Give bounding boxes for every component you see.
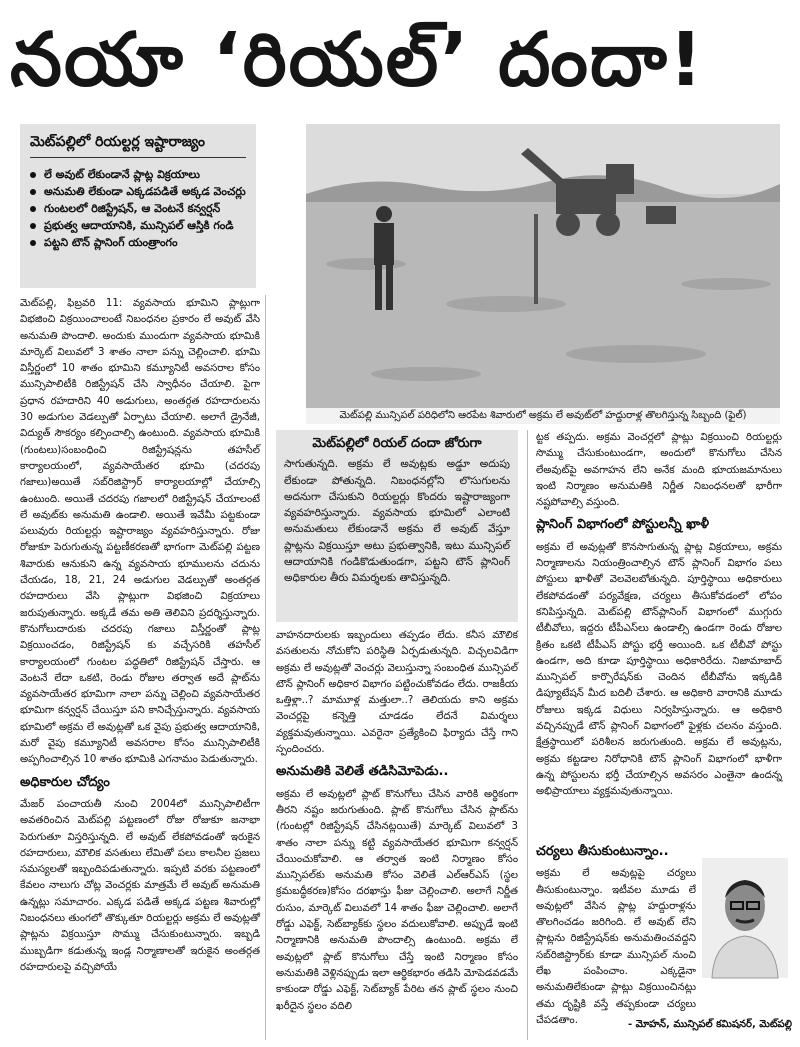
subheading-officials: అధికారుల చోద్యం bbox=[20, 774, 110, 790]
highlights-box bbox=[20, 124, 256, 288]
photo-caption: మెట్‌పల్లి మున్సిపల్ పరిధిలోని ఆరపేట శివారులో అక్రమ లే అవుట్‌లో హద్దురాళ్ల తొలగిస్తున్న సిబ్బంది (ఫైల్) bbox=[306, 408, 780, 424]
article-paragraph: మెట్‌పల్లి, ఫిబ్రవరి 11: వ్యవసాయ భూమిని ప్లాట్లుగా విభజించి విక్రయించాలంటే నిబంధనల ప్రకారం లే అవుట్ వేసి అనుమతి పొందాలి. అందుకు ముందుగా వ్యవసాయ భూమికి మార్కెట్ విలువలో 3 శాతం నాలా పన్ను చెల్లించాలి. భూమి విస్తీర్ణంలో 10 శాతం భూమిని కమ్యూనిటీ అవసరాల కోసం మున్సిపాలిటీకి రిజిస్ట్రేషన్ చేసి స్వాధీనం చేయాలి. పైగా ప్రధాన రహదారిని 40 అడుగులు, అంతర్గత రహదారులను 30 అడుగుల వెడల్పుతో ఏర్పాటు చేయాలి. అలాగే డ్రైనేజీ, విద్యుత్ సౌకర్యం కల్పించాల్సి ఉంటుంది. వ్యవసాయ భూమికి (గుంటలు)సంబంధించి రిజిస్ట్రేషన్లను తహసీల్ కార్యాలయంలో, వ్యవసాయేతర భూమి (చదరపు గజాలు)అయితే సబ్‌రిజిస్ట్రార్ కార్యాలయాల్లో చేయాల్సి ఉంటుంది. అయితే చదరపు గజాలలో రిజిస్ట్రేషన్ చేయాలంటే లే అవుట్‌కు అనుమతి ఉండాలి. అయితే ఇవేమీ పట్టకుండా పలువురు రియల్టర్లు ఇష్టారాజ్యం వ్యవహరిస్తున్నారు. రోజు రోజుకూ పెరుగుతున్న పట్టణీకరణతో భాగంగా మెట్‌పల్లి పట్టణ శివారుకు ఆనుకుని ఉన్న వ్యవసాయ భూములను చదును చేయడం, 18, 21, 24 అడుగుల వెడల్పుతో అంతర్గత రహదారులు వేసి ప్లాట్లుగా విభజించి విక్రయాలు జరుపుతున్నారు. అక్కడే తమ అతి తెలివిని ప్రదర్శిస్తున్నారు. కొనుగోలుదారుకు చదరపు గజాలు విస్తీర్ణంతో ప్లాట్ల విక్రయించడం, రిజిస్ట్రేషన్ కు వచ్చేసరికి తహసీల్ కార్యాలయంలో గుంటల పద్ధతిలో రిజిస్ట్రేషన్ చేస్తారు. ఆ వెంటనే లేదా ఒకటి, రెండు రోజుల తర్వాత అదే ప్లాట్‌ను వ్యవసాయేతర భూమిగా నాలా పన్ను చెల్లించి వ్యవసాయేతర భూమిగా కన్వర్షన్ చేయిస్తూ పని కానిచ్చేస్తున్నారు. వ్యవసాయ భూమిలో అక్రమ లే అవుట్లతో ఒక వైపు ప్రభుత్వ ఆదాయానికి, మరో వైపు కమ్యూనిటీ అవసరాల కోసం మున్సిపాలిటీకి అప్పగించాల్సిన 10 శాతం భూమికి ఎగనామం పెడుతున్నారు. bbox=[20, 298, 260, 766]
highlights-title: మెట్‌పల్లిలో రియల్టర్ల ఇష్టారాజ్యం bbox=[30, 134, 246, 158]
quote-credit: - మోహన్, మున్సిపల్ కమిషనర్, మెట్‌పల్లి bbox=[627, 1019, 792, 1030]
bullet-icon bbox=[30, 172, 36, 178]
bullet-icon bbox=[30, 223, 36, 229]
article-column-3-bottom bbox=[536, 838, 696, 1026]
highlight-item: పట్టని టౌన్ ప్లానింగ్ యంత్రాంగం bbox=[30, 234, 248, 251]
article-paragraph: అక్రమ లే అవుట్లలో ప్లాట్ కొనుగోలు చేసిన వారికి అర్థికంగా తీరని నష్టం జరుగుతుంది. ప్లాట్ కొనుగోలు చేసిన ప్లాట్‌ను (గుంటల్లో రిజిస్ట్రేషన్ చేసినట్లయితే) మార్కెట్ విలువలో 3 శాతం నాలా పన్ను కట్టి వ్యవసాయేతర భూమిగా కన్వర్షన్ చేయించుకోవాలి. ఆ తర్వాత ఇంటి నిర్మాణం కోసం మున్సిపల్‌కు అనుమతి కోసం వెలితే ఎల్ఆర్ఎస్ (స్థల క్రమబద్ధీకరణ)కోసం దరఖాస్తు ఫీజు చెల్లించాలి. అలాగే నిర్ణీత రుసుం, మార్కెట్ విలువలో 14 శాతం ఫీజు చెల్లించాలి. అలాగే రోడ్డు ఎఫెక్ట్, సెట్‌బ్యాక్‌కు స్థలం వదులుకోవాలి. అప్పుడే ఇంటి నిర్మాణానికి అనుమతి పొందాల్సి ఉంటుంది. అక్రమ లే అవుట్లలో ప్లాట్ కొనుగోలు చేస్తే ఇంటి నిర్మాణం కోసం అనుమతికి వెళ్లినప్పుడు ఇలా ఆర్థికభారం తడిసి మోపెడవడమే కాకుండా రోడ్డు ఎఫెక్ట్, సెట్‌బ్యాక్ పేరిట తన ప్లాట్ స్థలం నుంచి ఖరీదైన స్థలం వదిలి bbox=[276, 788, 518, 1012]
headline: నయా ‘రియల్’ దందా! bbox=[10, 17, 705, 103]
article-column-1 bbox=[20, 296, 260, 1042]
highlight-item: అనుమతి లేకుండా ఎక్కడపడితే అక్కడ వెంచర్లు bbox=[30, 183, 248, 200]
column-divider bbox=[527, 430, 528, 1040]
pull-quote-title: మెట్‌పల్లిలో రియల్ దందా జోరుగా bbox=[312, 436, 482, 451]
pull-quote bbox=[276, 430, 518, 622]
article-paragraph: వాహనదారులకు ఇబ్బందులు తప్పడం లేదు. కనీస మౌలిక వసతులను నోచుకోని పరిస్థితి ఏర్పడుతున్నది. విచ్చలవిడిగా అక్రమ లే అవుట్లతో వెంచర్లు వెలుస్తున్నా సంబంధిత మున్సిపల్ టౌన్ ప్లానింగ్ అధికార విభాగం పట్టించుకోవడం లేదు. రాజకీయ ఒత్తిళ్లా..? మామూళ్ల మత్తులా..? తెలియదు కాని అక్రమ వెంచర్లపై కన్నెత్తి చూడడం లేదనే విమర్శలు వ్యక్తమవుతున్నాయి. ఎవరైనా ప్రత్యేకించి ఫిర్యాదు చేస్తే గాని స్పందించరు. bbox=[276, 630, 518, 756]
bullet-icon bbox=[30, 206, 36, 212]
portrait-image bbox=[702, 858, 788, 978]
highlights-list bbox=[20, 166, 256, 251]
subheading-taking-action: చర్యలు తీసుకుంటున్నాం.. bbox=[536, 844, 669, 859]
article-paragraph: ట్టక తప్పదు. అక్రమ వెంచర్లలో ప్లాట్లు విక్రయించి రియల్టర్లు సొమ్ము చేసుకుంటుండగా, అందులో కొనుగోలు చేసిన లేఅవుట్‌పై అవగాహన లేని అనేక మంది భూయజమానులు ఇంటి నిర్మాణం అనుమతికి నిర్ణీత నిబంధనలతో భారీగా నష్టపోవాల్సి వస్తుంది. bbox=[536, 432, 782, 509]
article-column-2 bbox=[276, 628, 518, 1042]
article-paragraph: మేజర్ పంచాయతీ నుంచి 2004లో మున్సిపాలిటీగా అవతరించిన మెట్‌పల్లి పట్టణంలో రోజు రోజుకూ జనాభా పెరుగుతూ విస్తరిస్తున్నది. లే అవుట్ లేకపోవడంతో ఇరుకైన రహదారులు, మౌలిక వసతులు లేమితో పలు కాలనీల ప్రజలు సమస్యలతో ఇబ్బందిపడుతున్నారు. ఇప్పటి వరకు పట్టణంలో కేవలం నాలుగు చోట్ల వెంచర్లకు మాత్రమే లే అవుట్ అనుమతి ఉన్నట్లు సమాచారం. ఎక్కడ పడితే అక్కడ పట్టణ శివారుల్లో నిబంధనలు తుంగలో తొక్కుతూ రియల్టర్లు అక్రమ లే అవుట్లతో ప్లాట్లను విక్రయిస్తూ సొమ్ము చేసుకుంటున్నారు. ఇబ్బడి ముబ్బడిగా కడుతున్న ఇండ్ల నిర్మాణాలతో ఇరుకైన అంతర్గత రహదారులపై వచ్చిపోయే bbox=[20, 798, 260, 973]
highlight-item: గుంటలలో రిజిస్ట్రేషన్, ఆ వెంటనే కన్వర్షన్ bbox=[30, 200, 248, 217]
subheading-vacant-posts: ప్లానింగ్ విభాగంలో పోస్టులన్నీ ఖాళీ bbox=[536, 517, 710, 533]
highlight-item: లే అవుట్ లేకుండానే ప్లాట్ల విక్రయాలు bbox=[30, 166, 248, 183]
article-column-3 bbox=[536, 430, 782, 858]
bullet-icon bbox=[30, 240, 36, 246]
article-paragraph: అక్రమ లే అవుట్లపై చర్యలు తీసుకుంటున్నాం. ఇటీవల మూడు లే అవుట్లలో వేసిన ప్లాట్ల హద్దురాళ్లను తొలగించడం జరిగింది. లే అవుట్ లేని ప్లాట్లను రిజిస్ట్రేషన్‌కు అనుమతించవద్దని సబ్‌రిజిస్ట్రార్‌కు కూడా మున్సిపల్ నుంచి లేఖ పంపించాం. ఎక్కడైనా అనుమతిలేకుండా ప్లాట్లు విక్రయించినట్లు తమ దృష్టికి వస్తే తప్పకుండా చర్యలు చేపడతాం. bbox=[536, 868, 696, 1026]
highlight-item: ప్రభుత్వ ఆదాయానికి, మున్సిపల్ ఆస్తికి గండి bbox=[30, 217, 248, 234]
news-photo bbox=[306, 124, 780, 408]
column-divider bbox=[265, 295, 266, 1040]
commissioner-portrait bbox=[702, 858, 788, 978]
subheading-permission-cost: అనుమతికి వెలితే తడిసిమోపెడు.. bbox=[276, 764, 449, 780]
news-photo-image bbox=[306, 124, 780, 408]
article-paragraph: అక్రమ లే అవుట్లతో కొనసాగుతున్న ప్లాట్ల విక్రయాలు, అక్రమ నిర్మాణాలను నియంత్రించాల్సిన టౌన్ ప్లానింగ్ విభాగం పలు పోస్టులు ఖాళీతో వెలవెలబోతున్నది. పూర్తిస్థాయి అధికారులు లేకపోవడంతో పర్యవేక్షణ, చర్యలు తీసుకోవడంలో లోపం కనిపిస్తున్నది. మెట్‌పల్లి టౌన్‌ప్లానింగ్ విభాగంలో ముగ్గురు టీబీవోలు, ఇద్దరు టీపీఎస్‌లు ఉండాల్సి ఉండగా రెండు రోజుల క్రితం ఒకటి టీపీఎస్ పోస్టు భర్తీ అయింది. ఒక టీబీవో పోస్టు ఉండగా, అది కూడా పూర్తిస్థాయి అధికారిరేదు. నిజామాబాద్ మున్సిపల్ కార్పొరేషన్‌కు చెందిన టీబీవోను ఇక్కడికి డిప్యూటేషన్ మీద బదిలీ చేశారు. ఆ అధికారి వారానికి మూడు రోజులు ఇక్కడ విధులు నిర్వహిస్తున్నారు. ఆ అధికారి వచ్చినప్పుడే టౌన్ ప్లానింగ్ విభాగంలో ఫైళ్లకు చలనం వస్తుంది. క్షేత్రస్థాయిలో పరిశీలన జరుగుతుంది. అక్రమ లే అవుట్లను, అక్రమ కట్టడాల నిరోధానికి టౌన్ ప్లానింగ్ విభాగంలో భాళీగా ఉన్న పోస్టులను భర్తీ చేయాల్సిన అవసరం ఎంతైనా ఉందన్న అభిప్రాయాలు వ్యక్తమవుతున్నాయి. bbox=[536, 541, 782, 798]
pull-quote-text: సాగుతున్నది. అక్రమ లే అవుట్లకు అడ్డూ అదుపు లేకుండా పోతున్నది. నిబంధనల్లోని లొసుగులను అదనుగా చేసుకుని రియల్టర్లు కొందరు ఇష్టారాజ్యంగా వ్యవహరిస్తున్నారు. వ్యవసాయ భూమిలో ఎలాంటి అనుమతులు లేకుండానే అక్రమ లే అవుట్ వేస్తూ ప్లాట్లను విక్రయిస్తూ అటు ప్రభుత్వానికి, ఇటు మున్సిపల్ ఆదాయానికి గండికొడుతుండగా, పట్టని టౌన్ ప్లానింగ్ అధికారుల తీరు విమర్శలకు తావిస్తున్నది. bbox=[284, 458, 510, 585]
bullet-icon bbox=[30, 189, 36, 195]
